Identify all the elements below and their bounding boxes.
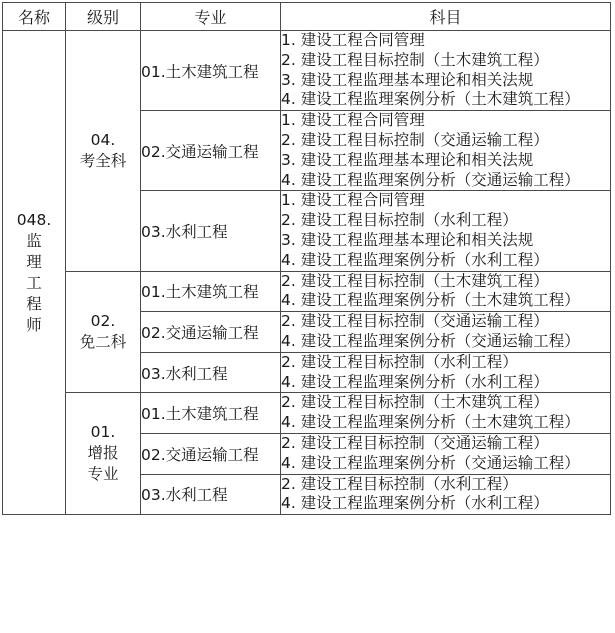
subject-item: 2. 建设工程目标控制（水利工程）	[281, 211, 518, 230]
major-cell: 02.交通运输工程	[141, 312, 281, 353]
certificate-name-char: 监	[26, 231, 42, 250]
exam-subject-table	[2, 2, 611, 515]
certificate-name-char: 理	[26, 252, 42, 271]
subject-item: 4. 建设工程监理案例分析（土木建筑工程）	[281, 291, 580, 310]
header-major: 专业	[141, 3, 281, 31]
level-name: 考全科	[79, 151, 127, 170]
level-code: 01.	[90, 423, 116, 442]
major-cell: 01.土木建筑工程	[141, 393, 281, 434]
major-cell: 03.水利工程	[141, 191, 281, 271]
subjects-cell	[281, 433, 611, 474]
major-cell: 03.水利工程	[141, 474, 281, 515]
certificate-name-char: 师	[26, 315, 42, 334]
certificate-name-char: 程	[26, 294, 42, 313]
certificate-code: 048.	[16, 210, 52, 229]
major-cell: 02.交通运输工程	[141, 433, 281, 474]
subject-item: 2. 建设工程目标控制（土木建筑工程）	[281, 393, 549, 412]
certificate-name-cell	[3, 31, 66, 515]
level-cell-add-major	[66, 393, 141, 515]
table-row	[3, 31, 611, 111]
subject-item: 4. 建设工程监理案例分析（交通运输工程）	[281, 331, 580, 350]
header-level: 级别	[66, 3, 141, 31]
level-cell-exempt-two	[66, 271, 141, 393]
subject-item: 2. 建设工程目标控制（土木建筑工程）	[281, 271, 549, 290]
major-cell: 02.交通运输工程	[141, 111, 281, 191]
subjects-cell	[281, 31, 611, 111]
subjects-cell	[281, 271, 611, 312]
subjects-cell	[281, 191, 611, 271]
subject-item: 2. 建设工程目标控制（交通运输工程）	[281, 433, 549, 452]
level-code: 04.	[90, 130, 116, 149]
major-cell: 01.土木建筑工程	[141, 271, 281, 312]
subject-item: 4. 建设工程监理案例分析（土木建筑工程）	[281, 90, 580, 109]
level-name: 增报	[87, 444, 119, 463]
subjects-cell	[281, 352, 611, 393]
subject-item: 3. 建设工程监理基本理论和相关法规	[281, 150, 534, 169]
subject-item: 1. 建设工程合同管理	[281, 111, 425, 130]
header-subjects: 科目	[281, 3, 611, 31]
major-cell: 03.水利工程	[141, 352, 281, 393]
subject-item: 2. 建设工程目标控制（水利工程）	[281, 474, 518, 493]
level-code: 02.	[90, 311, 116, 330]
level-cell-full	[66, 31, 141, 272]
subject-item: 2. 建设工程目标控制（土木建筑工程）	[281, 50, 549, 69]
level-name: 专业	[87, 465, 119, 484]
subjects-cell	[281, 393, 611, 434]
subject-item: 1. 建设工程合同管理	[281, 31, 425, 49]
table-row	[3, 393, 611, 434]
subject-item: 4. 建设工程监理案例分析（交通运输工程）	[281, 170, 580, 189]
certificate-name-char: 工	[26, 273, 42, 292]
subject-item: 2. 建设工程目标控制（交通运输工程）	[281, 130, 549, 149]
major-cell: 01.土木建筑工程	[141, 31, 281, 111]
subject-item: 3. 建设工程监理基本理论和相关法规	[281, 230, 534, 249]
subjects-cell	[281, 111, 611, 191]
header-row	[3, 3, 611, 31]
subjects-cell	[281, 312, 611, 353]
level-name: 免二科	[79, 332, 127, 351]
header-name: 名称	[3, 3, 66, 31]
subject-item: 4. 建设工程监理案例分析（水利工程）	[281, 250, 549, 269]
subject-item: 3. 建设工程监理基本理论和相关法规	[281, 70, 534, 89]
subject-item: 2. 建设工程目标控制（交通运输工程）	[281, 312, 549, 331]
subjects-cell	[281, 474, 611, 515]
table-row	[3, 271, 611, 312]
subject-item: 2. 建设工程目标控制（水利工程）	[281, 352, 518, 371]
subject-item: 1. 建设工程合同管理	[281, 191, 425, 210]
subject-item: 4. 建设工程监理案例分析（水利工程）	[281, 494, 549, 513]
subject-item: 4. 建设工程监理案例分析（水利工程）	[281, 372, 549, 391]
subject-item: 4. 建设工程监理案例分析（交通运输工程）	[281, 453, 580, 472]
subject-item: 4. 建设工程监理案例分析（土木建筑工程）	[281, 413, 580, 432]
